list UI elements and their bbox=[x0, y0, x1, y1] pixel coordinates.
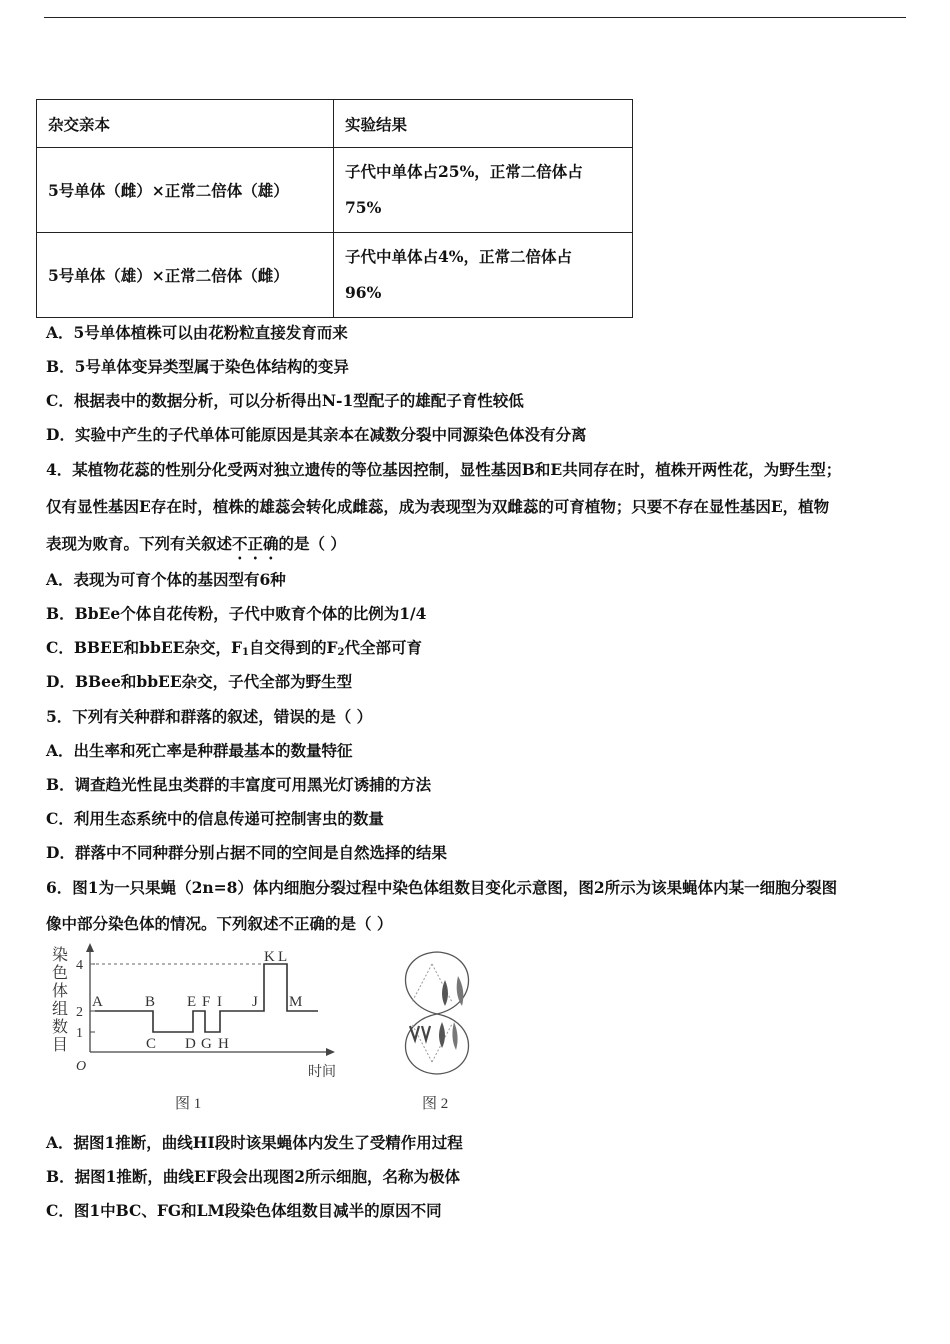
table-row bbox=[37, 233, 633, 318]
table-cell-result bbox=[334, 233, 633, 318]
q5-option-d: D．群落中不同种群分别占据不同的空间是自然选择的结果 bbox=[46, 843, 447, 862]
y-tick-1: 1 bbox=[76, 1026, 83, 1041]
chromosome bbox=[457, 976, 464, 1006]
table-header-parent: 杂交亲本 bbox=[37, 100, 334, 148]
spindle-fiber bbox=[412, 964, 432, 1002]
point-label-e: E bbox=[187, 994, 197, 1010]
point-label-h: H bbox=[218, 1036, 229, 1052]
point-label-i: I bbox=[217, 994, 222, 1010]
point-label-m: M bbox=[289, 994, 303, 1010]
y-axis-label-char: 数 bbox=[52, 1019, 69, 1036]
q4-option-d: D．BBee和bbEE杂交，子代全部为野生型 bbox=[46, 672, 353, 691]
cell-outline-bottom bbox=[406, 1014, 469, 1074]
q6-stem-line2: 像中部分染色体的情况。下列叙述不正确的是（ ） bbox=[46, 914, 393, 933]
subscript: 2 bbox=[337, 647, 345, 658]
q6-figures bbox=[40, 942, 500, 1117]
point-label-d: D bbox=[185, 1036, 196, 1052]
q5-option-b: B．调查趋光性昆虫类群的丰富度可用黑光灯诱捕的方法 bbox=[46, 775, 432, 794]
q4-stem-end: 的是（ ） bbox=[278, 534, 346, 553]
q3-option-d: D．实验中产生的子代单体可能原因是其亲本在减数分裂中同源染色体没有分离 bbox=[46, 425, 587, 444]
point-label-k: K bbox=[264, 949, 275, 965]
x-axis-label: 时间 bbox=[308, 1065, 336, 1080]
chromosome bbox=[422, 1026, 430, 1040]
table-cell-parent: 5号单体（雄）×正常二倍体（雌） bbox=[37, 233, 334, 318]
q4-stem-line3 bbox=[46, 532, 346, 563]
result-line: 75% bbox=[345, 198, 382, 217]
q4-emphasis: 不正确 bbox=[232, 534, 279, 553]
figure1-caption: 图 1 bbox=[175, 1096, 202, 1112]
point-label-f: F bbox=[202, 994, 211, 1010]
x-axis-arrow bbox=[326, 1048, 335, 1056]
point-label-b: B bbox=[145, 994, 156, 1010]
table-row bbox=[37, 148, 633, 233]
q6-option-a: A．据图1推断，曲线HI段时该果蝇体内发生了受精作用过程 bbox=[46, 1133, 463, 1152]
y-tick-4: 4 bbox=[76, 958, 83, 973]
point-label-l: L bbox=[278, 949, 288, 965]
q5-stem: 5．下列有关种群和群落的叙述，错误的是（ ） bbox=[46, 707, 373, 726]
y-axis-label-char: 体 bbox=[52, 983, 69, 1000]
q3-option-a: A．5号单体植株可以由花粉粒直接发育而来 bbox=[46, 323, 348, 342]
q4-option-c-text: C．BBEE和bbEE杂交，F bbox=[46, 638, 242, 657]
point-label-c: C bbox=[146, 1036, 157, 1052]
q5-option-a: A．出生率和死亡率是种群最基本的数量特征 bbox=[46, 741, 353, 760]
table-cell-result bbox=[334, 148, 633, 233]
cross-experiment-table bbox=[36, 99, 633, 318]
q4-option-c bbox=[46, 636, 422, 658]
q4-stem-line2: 仅有显性基因E存在时，植株的雄蕊会转化成雌蕊，成为表现型为双雌蕊的可育植物；只要不存在显性基因E，植物 bbox=[46, 497, 830, 516]
point-label-a: A bbox=[92, 994, 103, 1010]
y-axis-label-char: 色 bbox=[52, 965, 69, 982]
result-line: 子代中单体占4%，正常二倍体占 bbox=[345, 247, 573, 266]
header-rule bbox=[44, 17, 906, 18]
q4-option-a: A．表现为可育个体的基因型有6种 bbox=[46, 570, 286, 589]
q4-option-b: B．BbEe个体自花传粉，子代中败育个体的比例为1/4 bbox=[46, 604, 427, 623]
dividing-cell-drawing bbox=[406, 952, 469, 1074]
y-axis-label-char: 目 bbox=[52, 1037, 69, 1054]
q4-stem-text: 表现为败育。下列有关叙述 bbox=[46, 534, 233, 553]
point-label-g: G bbox=[201, 1036, 212, 1052]
y-axis-label-char: 染 bbox=[52, 947, 69, 964]
spindle-fiber bbox=[432, 964, 452, 1002]
y-axis-label-char: 组 bbox=[52, 1001, 69, 1018]
q6-option-b: B．据图1推断，曲线EF段会出现图2所示细胞，名称为极体 bbox=[46, 1167, 460, 1186]
chromosome bbox=[439, 1022, 445, 1048]
q6-stem-line1: 6．图1为一只果蝇（2n=8）体内细胞分裂过程中染色体组数目变化示意图，图2所示为该果蝇体内某一细胞分裂图 bbox=[46, 878, 838, 897]
table-header-result: 实验结果 bbox=[334, 100, 633, 148]
q4-option-c-text: 代全部可育 bbox=[344, 638, 422, 657]
q4-stem-line1: 4．某植物花蕊的性别分化受两对独立遗传的等位基因控制，显性基因B和E共同存在时，植株开两性花，为野生型； bbox=[46, 460, 842, 479]
figure2-caption: 图 2 bbox=[422, 1096, 449, 1112]
y-axis-arrow bbox=[86, 943, 94, 952]
table-header-row bbox=[37, 100, 633, 148]
q3-option-c: C．根据表中的数据分析，可以分析得出N-1型配子的雄配子育性较低 bbox=[46, 391, 524, 410]
chromosome bbox=[410, 1026, 419, 1040]
chromosome bbox=[452, 1022, 457, 1050]
result-line: 96% bbox=[345, 283, 382, 302]
y-tick-2: 2 bbox=[76, 1005, 83, 1020]
origin-label: O bbox=[76, 1059, 87, 1074]
result-line: 子代中单体占25%，正常二倍体占 bbox=[345, 162, 583, 181]
q4-option-c-text: 自交得到的F bbox=[248, 638, 338, 657]
point-label-j: J bbox=[252, 994, 258, 1010]
q6-option-c: C．图1中BC、FG和LM段染色体组数目减半的原因不同 bbox=[46, 1201, 442, 1220]
subscript: 1 bbox=[241, 647, 249, 658]
chromosome bbox=[442, 980, 448, 1006]
table-cell-parent: 5号单体（雌）×正常二倍体（雄） bbox=[37, 148, 334, 233]
q3-option-b: B．5号单体变异类型属于染色体结构的变异 bbox=[46, 357, 349, 376]
q5-option-c: C．利用生态系统中的信息传递可控制害虫的数量 bbox=[46, 809, 384, 828]
